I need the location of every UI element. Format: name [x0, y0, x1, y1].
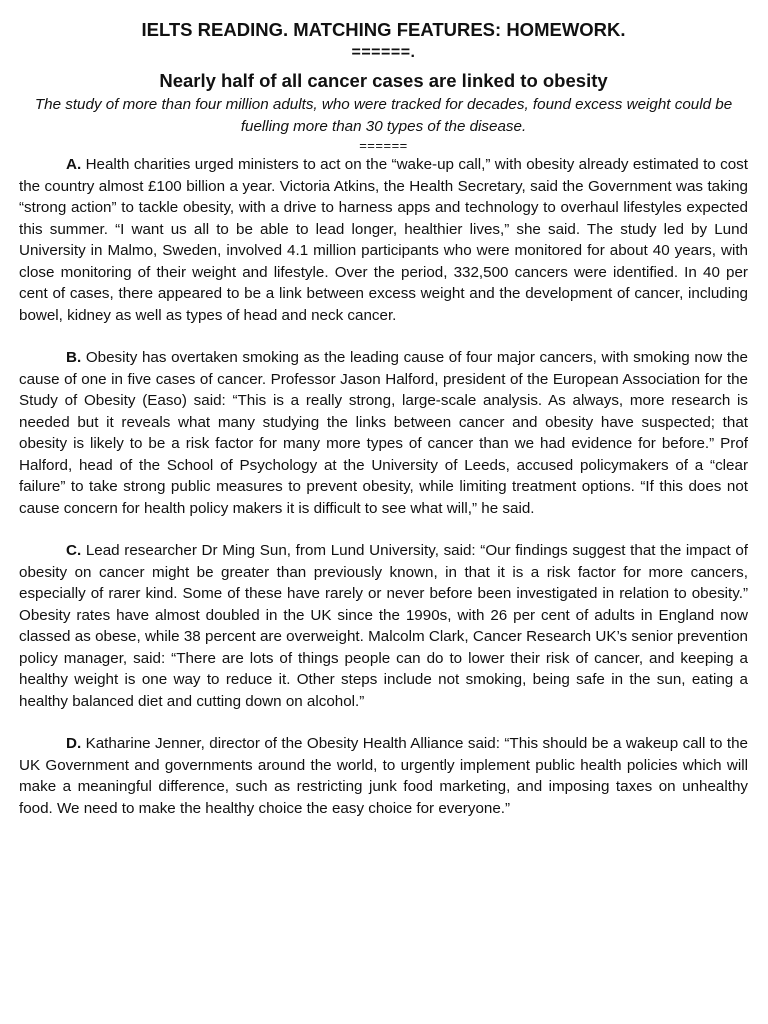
- paragraph-text: Health charities urged ministers to act on the “wake-up call,” with obesity already estimated to cost the country almost £100 billion a year. Victoria Atkins, the Health Secretary, said the Government was taking “strong action” to tackle obesity, with a drive to harness apps and technology to overhaul lifestyles expected this summer. “I want us all to be able to lead longer, healthier lives,” she said. The study led by Lund University in Malmo, Sweden, involved 4.1 million participants who were monitored for about 40 years, with close monitoring of their weight and lifestyle. Over the period, 332,500 cancers were identified. In 40 per cent of cases, there appeared to be a link between excess weight and the development of cancer, including bowel, kidney as well as types of head and neck cancer.: [19, 156, 748, 324]
- separator-top: ======.: [351, 44, 416, 61]
- paragraph-text: Katharine Jenner, director of the Obesity Health Alliance said: “This should be a wakeup call to the UK Government and governments around the world, to urgently implement public health policies which will make a meaningful difference, such as restricting junk food marketing, and imposing taxes on unhealthy food. We need to make the healthy choice the easy choice for everyone.”: [19, 735, 748, 817]
- document-title: IELTS READING. MATCHING FEATURES: HOMEWORK.: [141, 19, 626, 40]
- paragraph-a: [19, 154, 748, 326]
- paragraph-c: [19, 540, 748, 712]
- article-subtitle: The study of more than four million adults, who were tracked for decades, found excess weight could be fuelling more than 30 types of the disease.: [34, 96, 733, 135]
- paragraph-letter: D.: [66, 735, 82, 752]
- paragraph-text: Obesity has overtaken smoking as the leading cause of four major cancers, with smoking now the cause of one in five cases of cancer. Professor Jason Halford, president of the European Association for the Study of Obesity (Easo) said: “This is a really strong, large-scale analysis. As always, more research is needed but it reveals what many studying the links between cancer and obesity have suspected; that obesity is likely to be a risk factor for many more types of cancer than we had evidence for before.” Prof Halford, head of the School of Psychology at the University of Leeds, accused policymakers of a “clear failure” to take strong public measures to prevent obesity, while limiting treatment options. “If this does not cause concern for health policy makers it is difficult to see what will,” he said.: [19, 349, 748, 517]
- paragraph-d: [19, 733, 748, 819]
- separator-bottom: ======: [359, 138, 408, 153]
- paragraph-letter: C.: [66, 542, 82, 559]
- paragraph-text: Lead researcher Dr Ming Sun, from Lund University, said: “Our findings suggest that the impact of obesity on cancer might be greater than previously known, in that it is a risk factor for more cancers, especially of rarer kind. Some of these have rarely or never before been investigated in relation to obesity.” Obesity rates have almost doubled in the UK since the 1990s, with 26 per cent of adults in England now classed as obese, while 38 percent are overweight. Malcolm Clark, Cancer Research UK’s senior prevention policy manager, said: “There are lots of things people can do to lower their risk of cancer, and keeping a healthy weight is one way to reduce it. Other steps include not smoking, being safe in the sun, eating a healthy balanced diet and cutting down on alcohol.”: [19, 542, 748, 710]
- article-headline: Nearly half of all cancer cases are linked to obesity: [159, 70, 608, 91]
- paragraph-letter: A.: [66, 156, 82, 173]
- paragraph-b: [19, 347, 748, 519]
- paragraph-letter: B.: [66, 349, 82, 366]
